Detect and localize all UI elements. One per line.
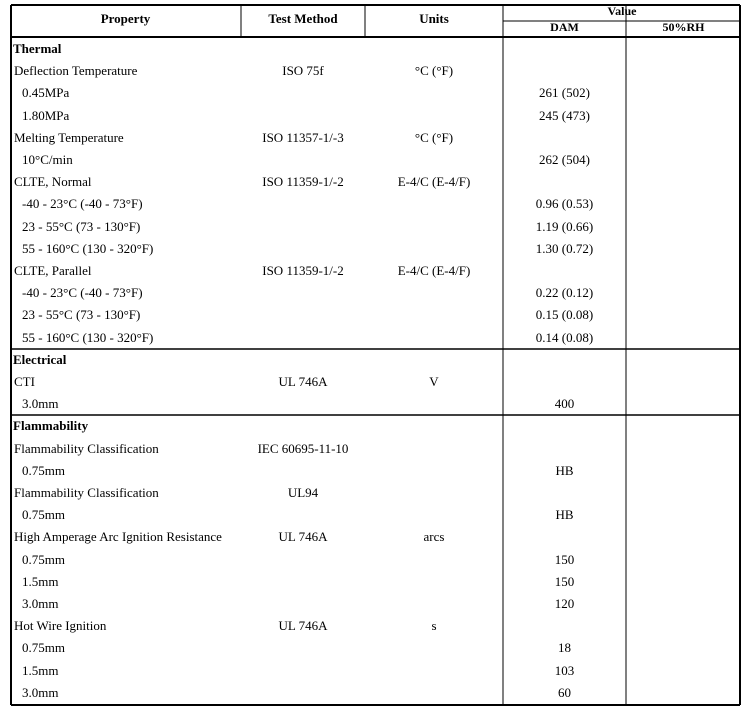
cell-test-method: ISO 11359-1/-2 — [262, 174, 344, 190]
cell-property: Flammability Classification — [14, 485, 159, 500]
cell-property: 3.0mm — [22, 396, 59, 412]
table-row — [10, 637, 741, 659]
table-row — [10, 127, 741, 149]
cell-property: 0.75mm — [22, 640, 65, 656]
cell-dam: 0.14 (0.08) — [535, 329, 594, 345]
cell-dam: 1.30 (0.72) — [535, 240, 594, 256]
cell-property: 3.0mm — [22, 684, 59, 700]
cell-property: 3.0mm — [22, 596, 59, 611]
table-row — [10, 82, 741, 104]
cell-units: E-4/C (E-4/F) — [397, 174, 471, 190]
table-row — [10, 260, 741, 282]
table-row — [10, 149, 741, 171]
cell-dam: HB — [555, 507, 574, 523]
table-row — [10, 193, 741, 215]
cell-property: 55 - 160°C (130 - 320°F) — [22, 240, 154, 256]
cell-dam: 245 (473) — [539, 107, 590, 123]
cell-property: 1.80MPa — [22, 107, 70, 123]
table-row — [10, 571, 741, 593]
cell-property: CTI — [14, 374, 35, 389]
table-row — [10, 105, 741, 127]
cell-property: -40 - 23°C (-40 - 73°F) — [22, 285, 143, 301]
section-row-electrical — [10, 349, 741, 371]
section-row-flammability — [10, 415, 741, 437]
cell-units: arcs — [423, 529, 445, 545]
cell-test-method: UL 746A — [278, 618, 328, 634]
cell-dam: 1.19 (0.66) — [535, 218, 594, 234]
table-row — [10, 393, 741, 415]
cell-property: High Amperage Arc Ignition Resistance — [14, 529, 222, 545]
cell-property: 0.75mm — [22, 462, 65, 478]
cell-dam: HB — [555, 462, 574, 478]
cell-test-method: ISO 11359-1/-2 — [262, 263, 344, 278]
cell-property: 55 - 160°C (130 - 320°F) — [22, 329, 154, 345]
cell-dam: 0.22 (0.12) — [535, 285, 594, 301]
cell-units: °C (°F) — [414, 63, 454, 79]
cell-property: Flammability Classification — [14, 440, 159, 456]
table-row — [10, 682, 741, 704]
cell-property: CLTE, Parallel — [14, 263, 92, 278]
cell-property: 1.5mm — [22, 573, 59, 589]
cell-dam: 150 — [554, 573, 575, 589]
cell-units: °C (°F) — [414, 129, 454, 145]
cell-property: 0.75mm — [22, 507, 65, 523]
table-row — [10, 171, 741, 193]
section-row-thermal — [10, 38, 741, 60]
cell-dam: 150 — [554, 551, 575, 567]
cell-dam: 18 — [558, 640, 571, 656]
table-row — [10, 549, 741, 571]
cell-test-method: UL94 — [287, 485, 319, 500]
cell-units: V — [429, 374, 439, 389]
table-row — [10, 460, 741, 482]
header-50rh: 50%RH — [662, 20, 705, 34]
cell-dam: 0.96 (0.53) — [535, 196, 594, 212]
section-title: Electrical — [13, 351, 67, 367]
cell-dam: 261 (502) — [539, 85, 590, 101]
cell-property: -40 - 23°C (-40 - 73°F) — [22, 196, 143, 212]
cell-property: 0.75mm — [22, 551, 65, 567]
section-title: Flammability — [13, 418, 89, 434]
cell-dam: 60 — [558, 684, 571, 700]
cell-property: Deflection Temperature — [14, 63, 138, 79]
table-row — [10, 615, 741, 637]
table-row — [10, 482, 741, 504]
table-row — [10, 282, 741, 304]
table-row — [10, 438, 741, 460]
header-units: Units — [419, 11, 449, 26]
cell-units: E-4/C (E-4/F) — [397, 263, 471, 278]
table-row — [10, 371, 741, 393]
header-test-method: Test Method — [268, 11, 338, 26]
cell-property: 23 - 55°C (73 - 130°F) — [22, 218, 141, 234]
table-row — [10, 304, 741, 326]
header-property: Property — [100, 11, 151, 26]
table-row — [10, 593, 741, 615]
cell-units: s — [431, 618, 437, 634]
cell-test-method: ISO 11357-1/-3 — [262, 129, 344, 145]
cell-test-method: UL 746A — [278, 374, 328, 389]
cell-property: CLTE, Normal — [14, 174, 92, 190]
cell-property: 10°C/min — [22, 152, 73, 167]
header-value: Value — [607, 4, 637, 18]
table-row — [10, 526, 741, 548]
table-row — [10, 216, 741, 238]
cell-dam: 400 — [554, 396, 575, 412]
table-row — [10, 238, 741, 260]
section-title: Thermal — [13, 41, 62, 56]
cell-test-method: IEC 60695-11-10 — [257, 440, 349, 456]
table-row — [10, 60, 741, 82]
cell-test-method: UL 746A — [278, 529, 328, 545]
cell-dam: 103 — [554, 662, 575, 678]
cell-property: Hot Wire Ignition — [14, 618, 107, 634]
cell-dam: 0.15 (0.08) — [535, 307, 594, 323]
table-row — [10, 660, 741, 682]
table-row — [10, 504, 741, 526]
table-row — [10, 327, 741, 349]
header-dam: DAM — [550, 20, 579, 34]
cell-property: 1.5mm — [22, 662, 59, 678]
cell-property: 0.45MPa — [22, 85, 70, 101]
cell-test-method: ISO 75f — [282, 63, 324, 79]
cell-property: Melting Temperature — [14, 129, 124, 145]
cell-dam: 120 — [554, 596, 575, 611]
cell-dam: 262 (504) — [539, 152, 590, 167]
cell-property: 23 - 55°C (73 - 130°F) — [22, 307, 141, 323]
